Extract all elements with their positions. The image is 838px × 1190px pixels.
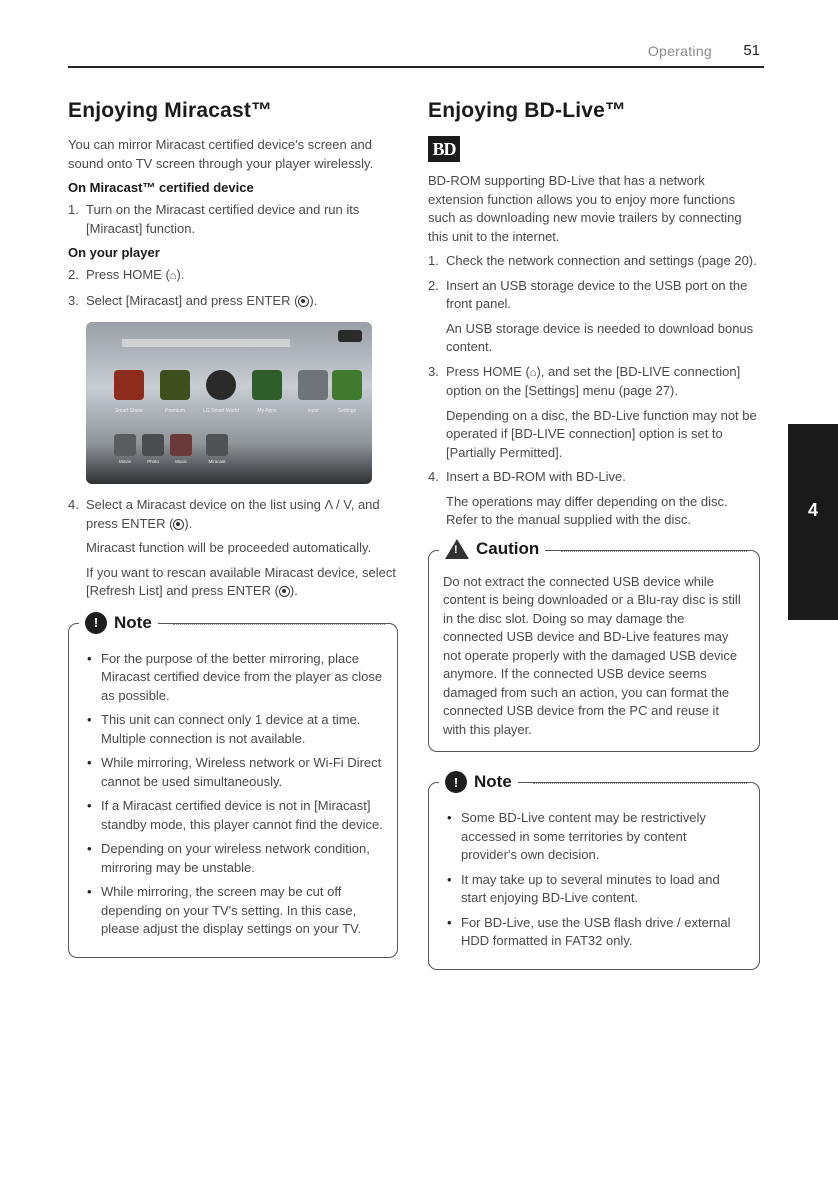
screenshot-label: Photo bbox=[147, 459, 159, 464]
enter-icon bbox=[279, 586, 290, 597]
screenshot-label: LG Smart World bbox=[203, 408, 239, 414]
list-item: • While mirroring, Wireless network or Wi-Fi Direct cannot be used simultaneously. bbox=[83, 754, 383, 791]
home-icon: ⌂ bbox=[169, 270, 177, 282]
list-item: 2. Insert an USB storage device to the USB port on the front panel. An USB storage device is needed to download bonus content. bbox=[428, 277, 760, 357]
step-detail: Miracast function will be proceeded automatically. bbox=[86, 540, 372, 555]
note-icon: ! bbox=[445, 771, 467, 793]
caution-box bbox=[428, 538, 760, 753]
screenshot-banner bbox=[122, 339, 290, 347]
miracast-section bbox=[68, 98, 398, 958]
list-item: 3. Press HOME (⌂), and set the [BD-LIVE connection] option on the [Settings] menu (page 27). Depending on a disc, the BD-Live function may not be operated if [BD-LIVE connection] option is set to [Partially Permitted]. bbox=[428, 363, 760, 463]
step-detail: The operations may differ depending on the disc. Refer to the manual supplied with the disc. bbox=[446, 493, 728, 527]
screenshot-label: Music bbox=[175, 459, 187, 464]
chapter-number: 4 bbox=[807, 500, 818, 520]
home-icon: ⌂ bbox=[529, 366, 537, 379]
list-item: 1. Turn on the Miracast certified device and run its [Miracast] function. bbox=[68, 202, 360, 236]
miracast-title: Enjoying Miracast™ bbox=[68, 99, 273, 122]
screenshot-top-icons bbox=[338, 330, 362, 342]
list-item: • For the purpose of the better mirroring, place Miracast certified device from the player as close as possible. bbox=[83, 650, 383, 706]
list-item: • This unit can connect only 1 device at a time. Multiple connection is not available. bbox=[83, 711, 383, 748]
my-apps-icon bbox=[252, 370, 282, 400]
list-item: 3. Select [Miracast] and press ENTER ( ). bbox=[68, 292, 318, 308]
list-item: • It may take up to several minutes to load and start enjoying BD-Live content. bbox=[443, 871, 745, 908]
settings-icon bbox=[332, 370, 362, 400]
list-item: 4. Select a Miracast device on the list using Λ / V, and press ENTER ( ). Miracast function will be proceeded automatically. If you want to rescan available Miracast device, select [Refresh List] and press ENTER ( ). bbox=[68, 496, 398, 601]
screenshot-label: Movie bbox=[118, 459, 131, 464]
chapter-label: Operating bbox=[803, 532, 818, 590]
bd-live-intro: BD-ROM supporting BD-Live that has a network extension function allows you to enjoy more functions such as downloading new movie trailers by connecting this unit to the internet. bbox=[428, 173, 742, 244]
page-number: 51 bbox=[743, 42, 760, 59]
miracast-intro: You can mirror Miracast certified device's screen and sound onto TV screen through your player wirelessly. bbox=[68, 137, 374, 171]
home-menu-screenshot bbox=[86, 322, 372, 484]
step-detail: Depending on a disc, the BD-Live function may not be operated if [BD-LIVE connection] option is set to [Partially Permitted]. bbox=[446, 407, 757, 460]
miracast-note-list bbox=[83, 650, 383, 939]
lg-smart-world-icon bbox=[206, 370, 236, 400]
smart-share-icon bbox=[114, 370, 144, 400]
note-title: Note bbox=[474, 772, 512, 791]
photo-icon bbox=[142, 434, 164, 456]
note-icon: ! bbox=[85, 612, 107, 634]
list-item: 2. Press HOME (⌂). bbox=[68, 266, 398, 286]
caution-title: Caution bbox=[476, 538, 540, 558]
list-item: 1. Check the network connection and settings (page 20). bbox=[428, 253, 757, 268]
screenshot-label: Input bbox=[307, 408, 319, 414]
miracast-subheading-device: On Miracast™ certified device bbox=[68, 180, 254, 195]
caution-heading bbox=[439, 539, 545, 559]
enter-icon bbox=[298, 296, 309, 307]
screenshot-label: My Apps bbox=[257, 408, 277, 414]
note-heading bbox=[79, 612, 158, 634]
screenshot-label: Settings bbox=[337, 408, 357, 414]
note-title: Note bbox=[114, 612, 152, 632]
chapter-tab bbox=[788, 424, 838, 620]
miracast-steps-select bbox=[68, 496, 398, 601]
enter-icon bbox=[173, 519, 184, 530]
screenshot-label: Smart Share bbox=[114, 408, 144, 414]
miracast-subheading-player: On your player bbox=[68, 245, 160, 260]
step-detail: If you want to rescan available Miracast device, select [Refresh List] and press ENTER ( ). bbox=[86, 564, 396, 598]
premium-icon bbox=[160, 370, 190, 400]
note-heading bbox=[439, 771, 518, 793]
bd-live-steps bbox=[428, 252, 760, 530]
bd-live-note-list bbox=[443, 809, 745, 951]
caution-divider bbox=[561, 551, 747, 552]
warning-icon bbox=[445, 539, 469, 559]
miracast-steps-player bbox=[68, 266, 398, 310]
screenshot-label: Miracast bbox=[208, 459, 226, 464]
list-item: • While mirroring, the screen may be cut off depending on your TV's setting. In this case, please adjust the display settings on your TV. bbox=[83, 883, 383, 939]
caution-text: Do not extract the connected USB device while content is being downloaded or a Blu-ray disc is still in the disc slot. Doing so may damage the connected USB device and BD-Live features may not operate properly with the damaged USB device anymore. If the connected USB device seems damaged from such an action, you can format the connected USB device from the PC and reuse it with this player. bbox=[443, 573, 741, 737]
bd-logo-icon: BD bbox=[428, 136, 460, 162]
header-section: Operating bbox=[647, 43, 712, 59]
step-detail: An USB storage device is needed to download bonus content. bbox=[446, 320, 754, 354]
list-item: • If a Miracast certified device is not in [Miracast] standby mode, this player cannot find the device. bbox=[83, 797, 383, 834]
screenshot-label: Premium bbox=[164, 408, 185, 414]
bd-live-section bbox=[428, 98, 760, 970]
note-divider bbox=[173, 624, 385, 625]
page-header bbox=[68, 40, 764, 68]
input-icon bbox=[298, 370, 328, 400]
miracast-steps-device bbox=[68, 201, 398, 238]
list-item: • Some BD-Live content may be restrictively accessed in some territories by content provider's own decision. bbox=[443, 809, 745, 865]
bd-live-title: Enjoying BD-Live™ bbox=[428, 99, 627, 122]
music-icon bbox=[170, 434, 192, 456]
list-item: 4. Insert a BD-ROM with BD-Live. The operations may differ depending on the disc. Refer to the manual supplied with the disc. bbox=[428, 468, 760, 530]
movie-icon bbox=[114, 434, 136, 456]
note-divider bbox=[533, 783, 747, 784]
miracast-note-box bbox=[68, 612, 398, 958]
list-item: • Depending on your wireless network condition, mirroring may be unstable. bbox=[83, 840, 383, 877]
miracast-icon bbox=[206, 434, 228, 456]
list-item: • For BD-Live, use the USB flash drive / external HDD formatted in FAT32 only. bbox=[443, 914, 745, 951]
bd-live-note-box bbox=[428, 772, 760, 970]
